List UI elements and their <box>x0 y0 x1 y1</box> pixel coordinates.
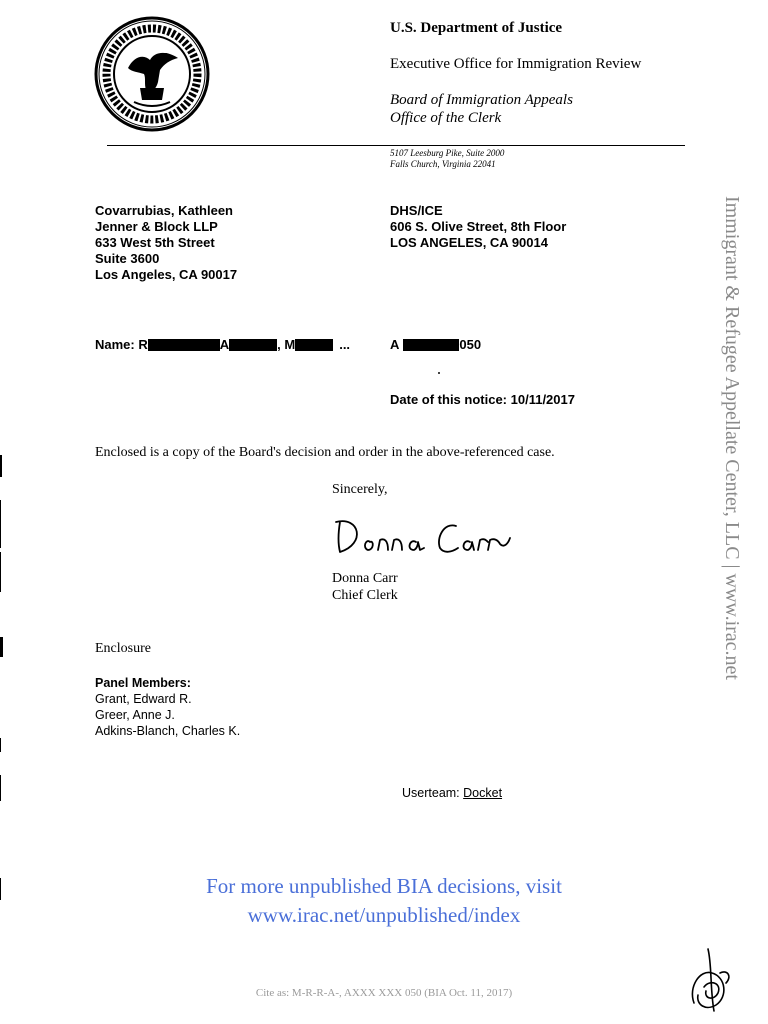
recipient-address-right <box>390 203 566 251</box>
redaction-bar <box>148 339 220 351</box>
panel-header: Panel Members: <box>95 676 191 690</box>
address-line: 633 West 5th Street <box>95 235 215 250</box>
notice-date-value: 10/11/2017 <box>510 392 575 407</box>
address-line: 606 S. Olive Street, 8th Floor <box>390 219 567 234</box>
letter-body: Enclosed is a copy of the Board's decision and order in the above-referenced case. <box>95 445 555 460</box>
panel-member: Adkins-Blanch, Charles K. <box>95 724 241 738</box>
signer-name: Donna Carr <box>332 571 398 586</box>
scan-speck <box>438 372 440 374</box>
case-name-row <box>95 337 350 352</box>
panel-members <box>95 675 240 739</box>
address-line: LOS ANGELES, CA 90014 <box>390 235 548 250</box>
name-label: Name: R <box>95 337 148 352</box>
promo-link[interactable]: www.irac.net/unpublished/index <box>247 903 521 927</box>
a-number-suffix: 050 <box>459 337 482 352</box>
notice-date-row <box>390 392 575 407</box>
a-number-prefix: A <box>390 337 400 352</box>
signature-image <box>330 508 520 564</box>
promo-line: For more unpublished BIA decisions, visit <box>206 874 562 898</box>
address-line: Los Angeles, CA 90017 <box>95 267 238 282</box>
address-line: Jenner & Block LLP <box>95 219 218 234</box>
scan-artifact <box>0 738 1 752</box>
scan-artifact <box>0 775 1 801</box>
address-line: Suite 3600 <box>95 251 160 266</box>
watermark-text: Immigrant & Refugee Appellate Center, LLC | www.irac.net <box>721 196 743 680</box>
panel-member: Greer, Anne J. <box>95 708 175 722</box>
recipient-address-left <box>95 203 237 283</box>
department-name: U.S. Department of Justice <box>390 20 563 36</box>
panel-member: Grant, Edward R. <box>95 692 192 706</box>
name-suffix: ... <box>339 337 351 352</box>
scan-artifact <box>0 878 1 900</box>
alien-number-row <box>390 337 481 352</box>
agency-address-line1: 5107 Leesburg Pike, Suite 2000 <box>390 148 505 158</box>
redaction-bar <box>295 339 333 351</box>
signer-title: Chief Clerk <box>332 588 398 603</box>
scan-artifact <box>0 552 1 592</box>
logo-mark-icon <box>686 943 734 1015</box>
name-part: A <box>219 337 230 352</box>
clerk-office: Office of the Clerk <box>390 110 502 126</box>
userteam-row <box>402 786 502 800</box>
agency-address-line2: Falls Church, Virginia 22041 <box>390 159 496 169</box>
address-line: Covarrubias, Kathleen <box>95 203 233 218</box>
header-divider <box>107 145 685 146</box>
userteam-label: Userteam: <box>402 786 460 800</box>
doj-seal-icon <box>94 16 210 132</box>
redaction-bar <box>229 339 277 351</box>
scan-artifact <box>0 500 1 548</box>
scan-artifact <box>0 637 3 657</box>
office-name: Executive Office for Immigration Review <box>390 56 642 72</box>
scan-artifact <box>0 455 2 477</box>
userteam-docket-link[interactable]: Docket <box>463 786 503 800</box>
vertical-watermark <box>717 196 747 826</box>
enclosure-label: Enclosure <box>95 641 151 656</box>
notice-date-label: Date of this notice: <box>390 392 511 407</box>
board-name: Board of Immigration Appeals <box>390 92 573 108</box>
address-line: DHS/ICE <box>390 203 443 218</box>
redaction-bar <box>403 339 459 351</box>
citation-footer: Cite as: M-R-R-A-, AXXX XXX 050 (BIA Oct. 11, 2017) <box>255 987 513 999</box>
name-part: , M <box>277 337 296 352</box>
letter-closing: Sincerely, <box>332 482 388 497</box>
